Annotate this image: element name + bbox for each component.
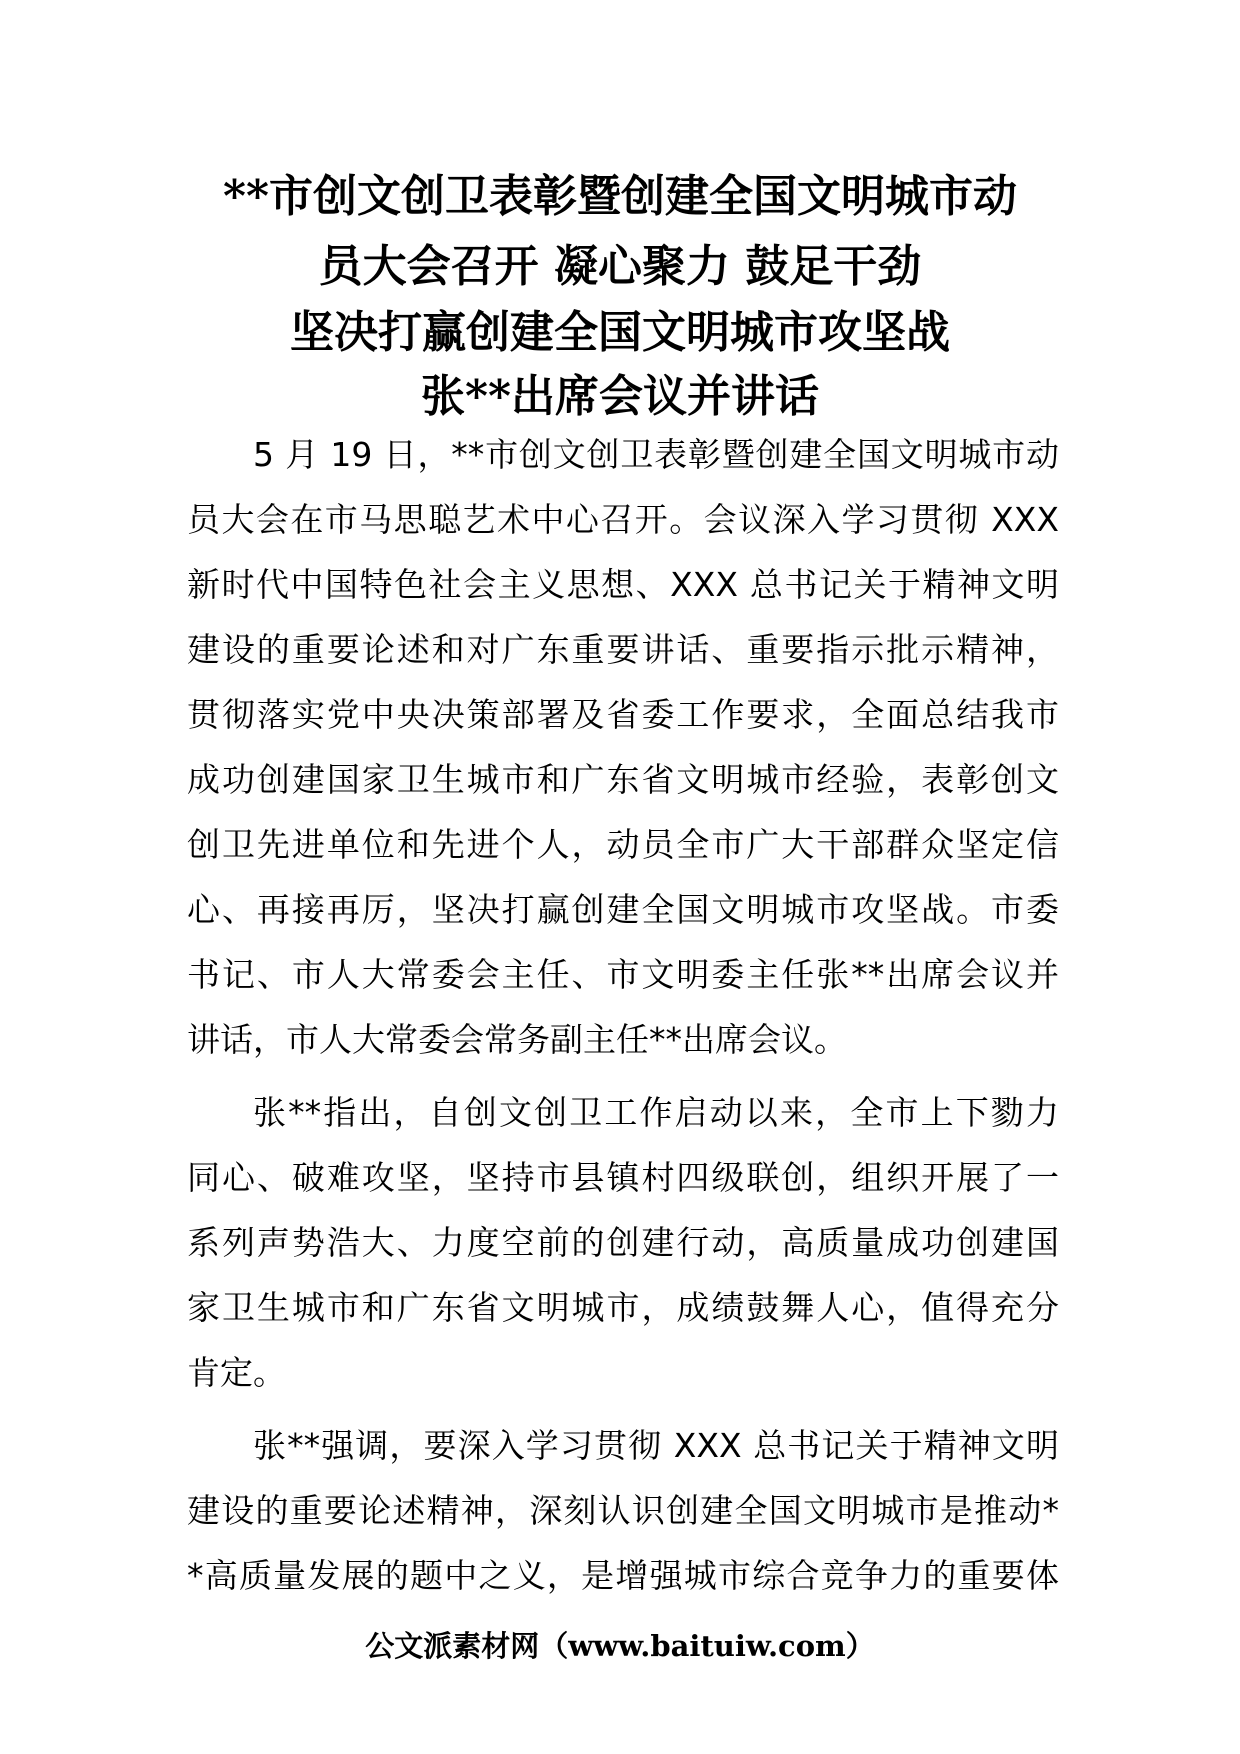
paragraph-gap <box>187 1405 1059 1413</box>
paragraph-line: 5 月 19 日，**市创文创卫表彰暨创建全国文明城市动 <box>253 435 1059 474</box>
paragraph-line: 讲话，市人大常委会常务副主任**出席会议。 <box>187 1020 847 1059</box>
footer-watermark: 公文派素材网（www.baituiw.com） <box>365 1629 875 1663</box>
paragraph-line: 新时代中国特色社会主义思想、XXX 总书记关于精神文明 <box>187 565 1059 604</box>
paragraph-line: 张**强调，要深入学习贯彻 XXX 总书记关于精神文明 <box>253 1426 1059 1465</box>
title-line-3: 坚决打赢创建全国文明城市攻坚战 <box>290 307 950 358</box>
paragraph-1 <box>187 422 1059 1072</box>
paragraph-line: 张**指出，自创文创卫工作启动以来，全市上下勠力 <box>253 1093 1059 1132</box>
paragraph-line: 贯彻落实党中央决策部署及省委工作要求，全面总结我市 <box>187 695 1059 734</box>
paragraph-line: 肯定。 <box>187 1353 286 1392</box>
paragraph-line: 书记、市人大常委会主任、市文明委主任张**出席会议并 <box>187 955 1059 994</box>
paragraph-line: 系列声势浩大、力度空前的创建行动，高质量成功创建国 <box>187 1223 1059 1262</box>
paragraph-2 <box>187 1080 1059 1405</box>
paragraph-line: *高质量发展的题中之义，是增强城市综合竞争力的重要体 <box>187 1556 1059 1595</box>
paragraph-line: 建设的重要论述精神，深刻认识创建全国文明城市是推动* <box>187 1491 1059 1530</box>
paragraph-gap <box>187 1072 1059 1080</box>
paragraph-3 <box>187 1413 1059 1608</box>
article-body <box>187 422 1059 1608</box>
paragraph-line: 成功创建国家卫生城市和广东省文明城市经验，表彰创文 <box>187 760 1059 799</box>
paragraph-line: 家卫生城市和广东省文明城市，成绩鼓舞人心，值得充分 <box>187 1288 1059 1327</box>
paragraph-line: 创卫先进单位和先进个人，动员全市广大干部群众坚定信 <box>187 825 1059 864</box>
paragraph-line: 员大会在市马思聪艺术中心召开。会议深入学习贯彻 XXX <box>187 500 1059 539</box>
title-line-2: 员大会召开 凝心聚力 鼓足干劲 <box>318 241 922 292</box>
paragraph-line: 同心、破难攻坚，坚持市县镇村四级联创，组织开展了一 <box>187 1158 1059 1197</box>
title-line-4: 张**出席会议并讲话 <box>420 371 820 422</box>
paragraph-line: 心、再接再厉，坚决打赢创建全国文明城市攻坚战。市委 <box>187 890 1059 929</box>
title-line-1: **市创文创卫表彰暨创建全国文明城市动 <box>222 171 1018 222</box>
paragraph-line: 建设的重要论述和对广东重要讲话、重要指示批示精神， <box>187 630 1059 669</box>
